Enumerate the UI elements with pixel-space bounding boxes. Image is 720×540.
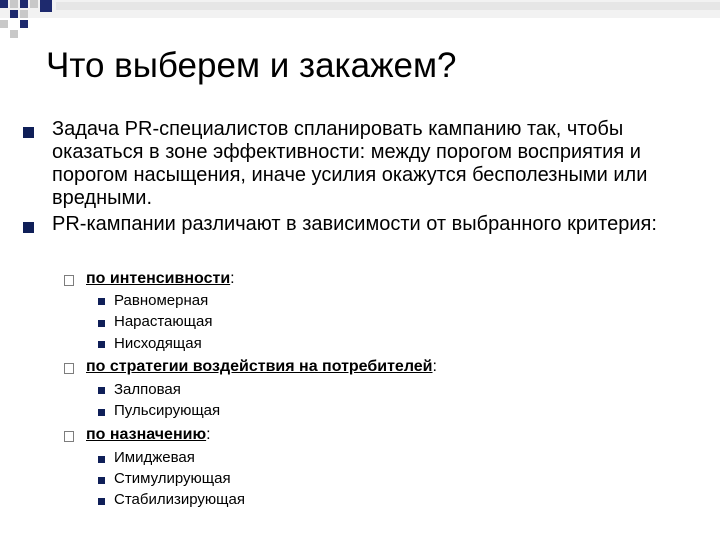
list-item: Залповая <box>114 381 181 398</box>
list-item: Стимулирующая <box>114 470 231 487</box>
bullet-square-icon <box>23 127 34 138</box>
slide-title: Что выберем и закажем? <box>46 46 457 85</box>
bullet-square-icon <box>98 320 105 327</box>
bullet-text-1: Задача PR-специалистов спланировать кампанию так, чтобы оказаться в зоне эффективности: между порогом восприятия и порогом насыщения, иначе усилия окажутся бесполезными или вредными. <box>52 118 648 209</box>
criterion-label: по назначению <box>86 426 207 443</box>
list-item: Имиджевая <box>114 449 195 466</box>
hollow-square-icon <box>64 431 74 442</box>
criterion-suffix: : <box>230 270 235 287</box>
bullet-square-icon <box>98 341 105 348</box>
criterion-suffix: : <box>432 358 437 375</box>
list-item: Пульсирующая <box>114 402 221 419</box>
hollow-square-icon <box>64 363 74 374</box>
list-item: Нарастающая <box>114 313 213 330</box>
list-item: Стабилизирующая <box>114 491 245 508</box>
bullet-square-icon <box>98 477 105 484</box>
criterion-heading <box>86 425 211 445</box>
bullet-square-icon <box>98 387 105 394</box>
bullet-square-icon <box>98 456 105 463</box>
criterion-suffix: : <box>206 426 211 443</box>
bullet-square-icon <box>98 298 105 305</box>
list-item: Нисходящая <box>114 335 202 352</box>
criterion-label: по интенсивности <box>86 270 231 287</box>
criterion-heading <box>86 269 235 289</box>
bullet-text-2: PR-кампании различают в зависимости от выбранного критерия: <box>52 213 657 235</box>
bullet-square-icon <box>98 409 105 416</box>
list-item: Равномерная <box>114 292 209 309</box>
bullet-square-icon <box>98 498 105 505</box>
criterion-heading <box>86 357 437 377</box>
hollow-square-icon <box>64 275 74 286</box>
bullet-square-icon <box>23 222 34 233</box>
criterion-label: по стратегии воздействия на потребителей <box>86 358 433 375</box>
